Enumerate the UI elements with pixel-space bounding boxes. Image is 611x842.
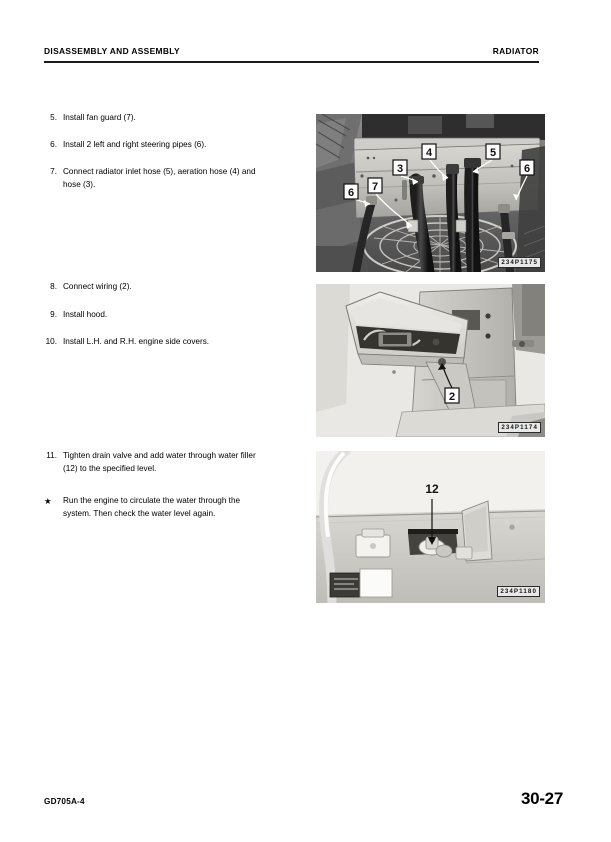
photo1-callout-4: 4 [425, 147, 433, 159]
figure-radiator-hoses [316, 114, 545, 272]
header-section-title: DISASSEMBLY AND ASSEMBLY [44, 46, 180, 56]
footer-model-number: GD705A-4 [44, 797, 85, 806]
instruction-step-11 [40, 450, 304, 475]
instruction-block-upper [40, 112, 304, 191]
instruction-step-6 [40, 139, 304, 152]
instruction-block-lower [40, 450, 304, 520]
figure-caption-2: 234P1174 [498, 422, 541, 433]
step-text-line-1: Connect radiator inlet hose (5), aeration hose (4) and [63, 167, 256, 177]
photo3-callout-12: 12 [425, 482, 439, 496]
step-marker: 9. [50, 309, 57, 319]
photo1-callout-5: 5 [489, 147, 497, 159]
step-text: Install 2 left and right steering pipes (6). [63, 140, 207, 150]
note-text-line-2: system. Then check the water level again. [63, 508, 216, 518]
step-spacer [40, 152, 304, 167]
instruction-step-9 [40, 309, 304, 322]
photo1-callout-3: 3 [396, 163, 404, 175]
step-text-line-2: (12) to the specified level. [63, 463, 157, 473]
header-topic-title: RADIATOR [492, 46, 539, 56]
figure-water-filler [316, 451, 545, 603]
step-marker: 6. [50, 140, 57, 150]
step-spacer [40, 321, 304, 336]
instruction-note-star [40, 495, 304, 520]
photo1-callout-7: 7 [371, 181, 379, 193]
figure-caption-1: 234P1175 [498, 257, 541, 268]
photo2-callout-2: 2 [448, 391, 456, 403]
step-text: Install L.H. and R.H. engine side covers. [63, 337, 210, 347]
step-text: Install hood. [63, 309, 108, 319]
star-bullet-icon: ★ [44, 496, 52, 507]
step-text: Install fan guard (7). [63, 113, 136, 122]
step-spacer [40, 125, 304, 140]
header-divider-rule [44, 61, 539, 63]
step-text-line-2: hose (3). [63, 179, 96, 189]
figure-caption-3: 234P1180 [497, 586, 540, 597]
step-marker: 11. [46, 451, 57, 460]
figure-hood-wiring [316, 284, 545, 437]
footer-page-number: 30-27 [521, 789, 563, 808]
photo1-callout-6-right: 6 [523, 163, 531, 175]
instruction-step-7 [40, 166, 304, 191]
step-spacer [40, 475, 304, 495]
instruction-step-8 [40, 281, 304, 294]
step-text: Connect wiring (2). [63, 282, 132, 291]
step-text-line-1: Tighten drain valve and add water through water filler [63, 451, 256, 460]
figure-water-filler-image [316, 451, 545, 603]
figure-radiator-hoses-image [316, 114, 545, 272]
step-marker: 8. [50, 282, 57, 291]
step-spacer [40, 294, 304, 309]
photo1-callout-6-left: 6 [347, 187, 355, 199]
note-text-line-1: Run the engine to circulate the water through the [63, 496, 241, 506]
instruction-step-5 [40, 112, 304, 125]
instruction-block-middle [40, 281, 304, 349]
step-marker: 7. [50, 167, 57, 177]
instruction-step-10 [40, 336, 304, 349]
step-marker: 10. [45, 337, 57, 347]
figure-hood-wiring-image [316, 284, 545, 437]
step-marker: 5. [50, 113, 57, 122]
